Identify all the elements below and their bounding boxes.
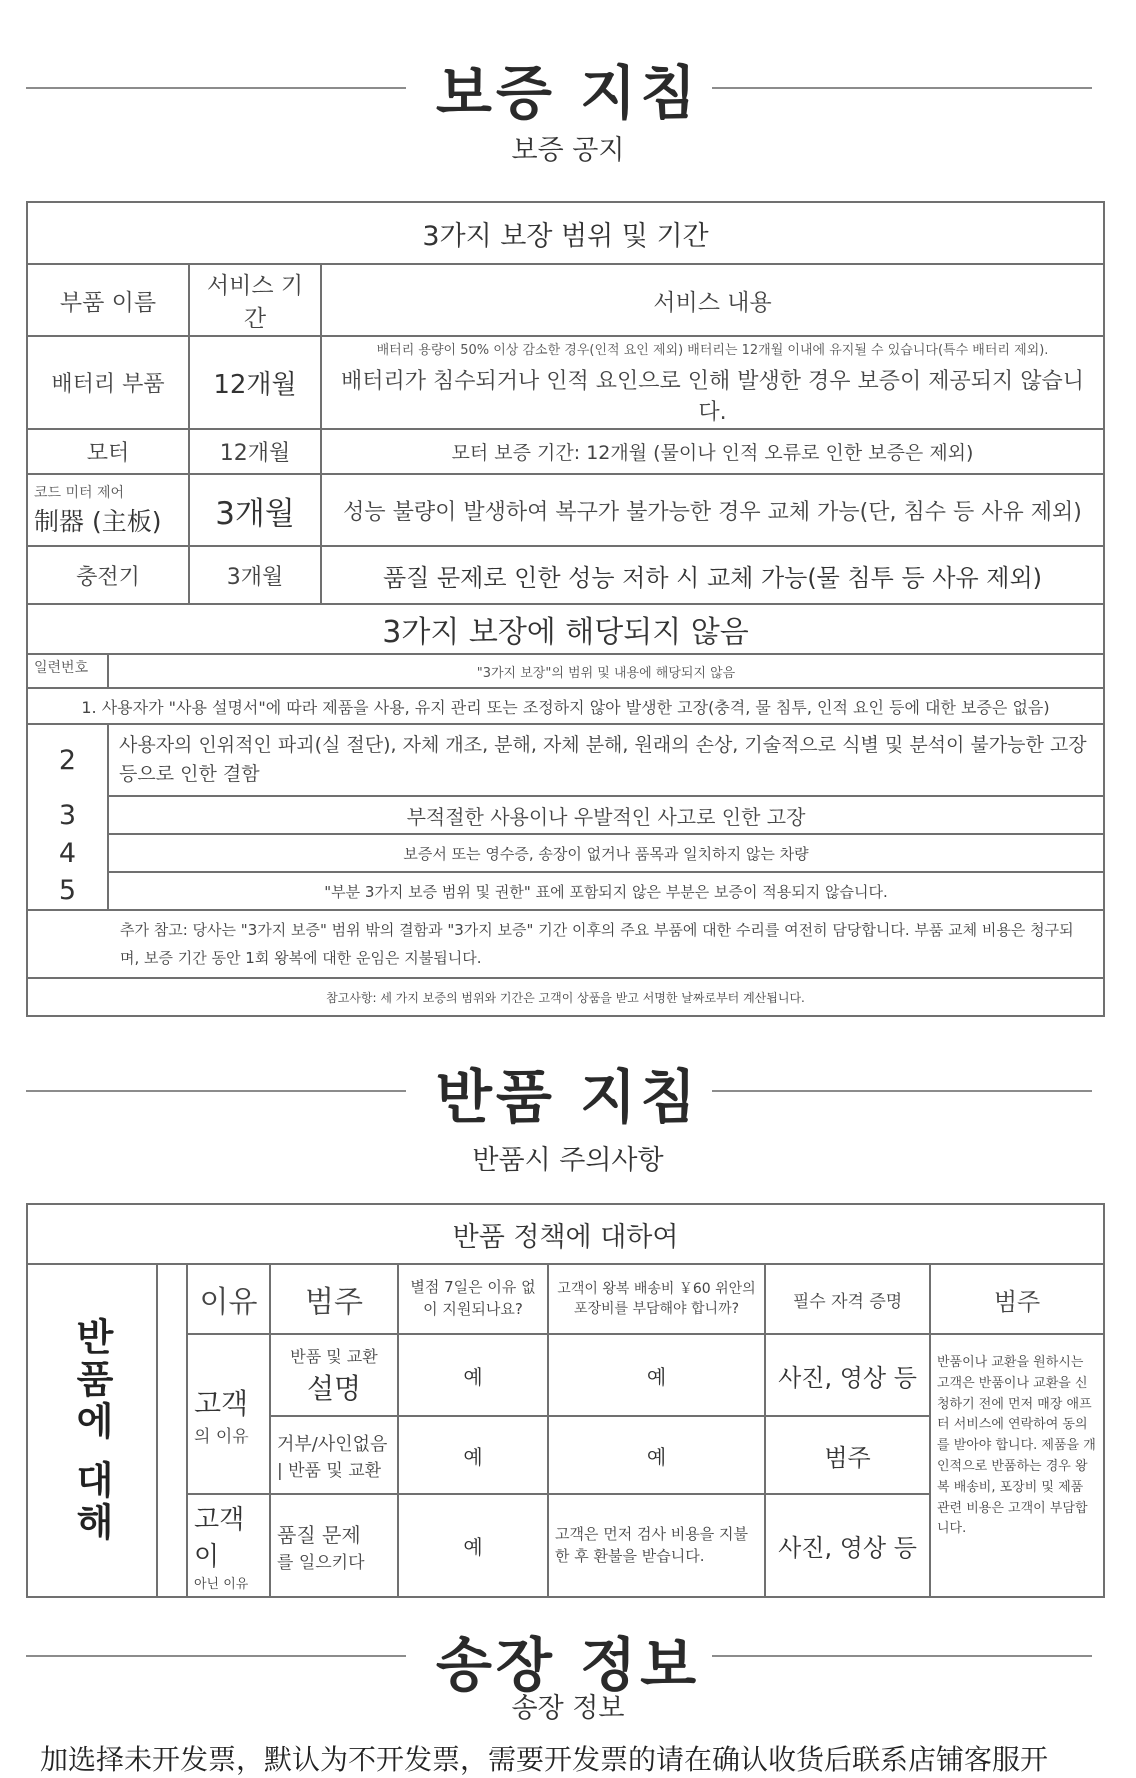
shipping-3: 고객은 먼저 검사 비용을 지불한 후 환불을 받습니다. (548, 1494, 765, 1597)
exclusion-num-3: 3 (27, 796, 108, 834)
returns-subtitle: 반품시 주의사항 (472, 1145, 664, 1176)
exclusion-3: 부적절한 사용이나 우발적인 사고로 인한 고장 (108, 796, 1104, 834)
exclusion-5: "부분 3가지 보증 범위 및 권한" 표에 포함되지 않은 부분은 보증이 적용되지 않습니다. (108, 872, 1104, 910)
header-shipping: 고객이 왕복 배송비 ￥60 위안의 포장비를 부담해야 합니까? (548, 1264, 765, 1334)
exclusion-2: 사용자의 인위적인 파괴(실 절단), 자체 개조, 분해, 자체 분해, 원래의 손상, 기술적으로 식별 및 분석이 불가능한 고장 등으로 인한 결함 (108, 724, 1104, 796)
period-battery: 12개월 (189, 336, 321, 429)
invoice-footer-text: 加选择未开发票，默认为不开发票，需要开发票的请在确认收货后联系店铺客服开 (40, 1743, 1049, 1776)
content-charger: 품질 문제로 인한 성능 저하 시 교체 가능(물 침투 등 사유 제외) (321, 546, 1104, 604)
header-service-period: 서비스 기간 (189, 264, 321, 336)
non-customer-reason (187, 1494, 270, 1597)
exclusion-title: 3가지 보장에 해당되지 않음 (27, 604, 1104, 654)
category-1-main: 설명 (306, 1371, 362, 1405)
proof-3: 사진, 영상 등 (765, 1494, 930, 1597)
period-controller: 3개월 (189, 474, 321, 546)
side-spacer (157, 1264, 187, 1597)
part-controller-main: 制器 (主板) (34, 507, 162, 536)
returns-title: 반품 지침 (435, 1063, 701, 1131)
policy-note-1: 반품이나 교환을 원하시는 고객은 반품이나 교환을 신청하기 전에 먼저 매장 애프터 서비스에 연락하여 동의를 받아야 합니다. 제품을 개인적으로 반품하는 경우 (937, 1355, 1096, 1474)
reference-note: 참고사항: 세 가지 보증의 범위와 기간은 고객이 상품을 받고 서명한 날짜로부터 계산됩니다. (27, 978, 1104, 1016)
shipping-1: 예 (548, 1334, 765, 1416)
category-1-small: 반품 및 교환 (290, 1346, 378, 1366)
side-label: 반품에 대해 (69, 1316, 114, 1545)
category-3-sub: 를 일으키다 (277, 1552, 365, 1573)
serial-label: 일련번호 (27, 654, 108, 688)
category-2-main: 거부/사인없음 (277, 1433, 388, 1455)
content-controller: 성능 불량이 발생하여 복구가 불가능한 경우 교체 가능(단, 침수 등 사유 제외) (321, 474, 1104, 546)
category-3-main: 품질 문제 (277, 1522, 361, 1547)
invoice-title: 송장 정보 (435, 1631, 701, 1699)
seven-day-3: 예 (398, 1494, 548, 1597)
header-category-2: 범주 (930, 1264, 1104, 1334)
header-reason: 이유 (187, 1264, 270, 1334)
customer-reason (187, 1334, 270, 1494)
shipping-2: 예 (548, 1416, 765, 1494)
exclusion-1: 1. 사용자가 "사용 설명서"에 따라 제품을 사용, 유지 관리 또는 조정하지 않아 발생한 고장(충격, 물 침투, 인적 요인 등에 대한 보증은 없음) (27, 688, 1104, 724)
category-2-sub: | 반품 및 교환 (277, 1460, 382, 1481)
exclusion-num-2: 2 (27, 724, 108, 796)
period-charger: 3개월 (189, 546, 321, 604)
content-battery-main: 배터리가 침수되거나 인적 요인으로 인해 발생한 경우 보증이 제공되지 않습니다. (340, 369, 1084, 425)
category-3 (270, 1494, 398, 1597)
period-motor: 12개월 (189, 429, 321, 474)
header-part-name: 부품 이름 (27, 264, 189, 336)
non-customer-reason-main: 고객이 (194, 1505, 245, 1572)
customer-reason-sub: 의 이유 (194, 1426, 249, 1447)
side-label-cell (27, 1264, 157, 1597)
exclusion-num-5: 5 (27, 872, 108, 910)
returns-table (26, 1203, 1105, 1598)
warranty-table (26, 201, 1105, 1017)
header-seven-day: 별점 7일은 이유 없이 지원되나요? (398, 1264, 548, 1334)
content-motor: 모터 보증 기간: 12개월 (물이나 인적 오류로 인한 보증은 제외) (321, 429, 1104, 474)
policy-note-2: 왕복 배송비, 포장비 및 제품 관련 비용은 고객이 부담합니다. (937, 1458, 1088, 1537)
header-proof: 필수 자격 증명 (765, 1264, 930, 1334)
part-controller (27, 474, 189, 546)
policy-note (930, 1334, 1104, 1597)
seven-day-2: 예 (398, 1416, 548, 1494)
non-customer-reason-sub: 아닌 이유 (194, 1577, 249, 1592)
part-battery: 배터리 부품 (27, 336, 189, 429)
exclusion-num-4: 4 (27, 834, 108, 872)
return-policy-title: 반품 정책에 대하여 (27, 1204, 1104, 1264)
header-category: 범주 (270, 1264, 398, 1334)
part-controller-small: 코드 미터 제어 (34, 485, 125, 501)
proof-1: 사진, 영상 등 (765, 1334, 930, 1416)
category-2 (270, 1416, 398, 1494)
category-1 (270, 1334, 398, 1416)
content-battery-small: 배터리 용량이 50% 이상 감소한 경우(인적 요인 제외) 배터리는 12개월 이내에 유지될 수 있습니다(특수 배터리 제외). (376, 343, 1049, 358)
content-battery (321, 336, 1104, 429)
additional-note: 추가 참고: 당사는 "3가지 보증" 범위 밖의 결함과 "3가지 보증" 기간 이후의 주요 부품에 대한 수리를 여전히 담당합니다. 부품 교체 비용은 청구되며, 보증 기간 동안 1회 왕복에 대한 운임은 지불됩니다. (27, 910, 1104, 978)
warranty-title: 보증 지침 (435, 59, 701, 127)
coverage-table-title: 3가지 보장 범위 및 기간 (27, 202, 1104, 264)
seven-day-1: 예 (398, 1334, 548, 1416)
exclusion-4: 보증서 또는 영수증, 송장이 없거나 품목과 일치하지 않는 차량 (108, 834, 1104, 872)
invoice-subtitle: 송장 정보 (511, 1693, 625, 1724)
exclusion-header: "3가지 보장"의 범위 및 내용에 해당되지 않음 (108, 654, 1104, 688)
customer-reason-main: 고객 (194, 1386, 249, 1420)
part-motor: 모터 (27, 429, 189, 474)
header-service-content: 서비스 내용 (321, 264, 1104, 336)
proof-2: 범주 (765, 1416, 930, 1494)
warranty-subtitle: 보증 공지 (511, 135, 625, 166)
part-charger: 충전기 (27, 546, 189, 604)
